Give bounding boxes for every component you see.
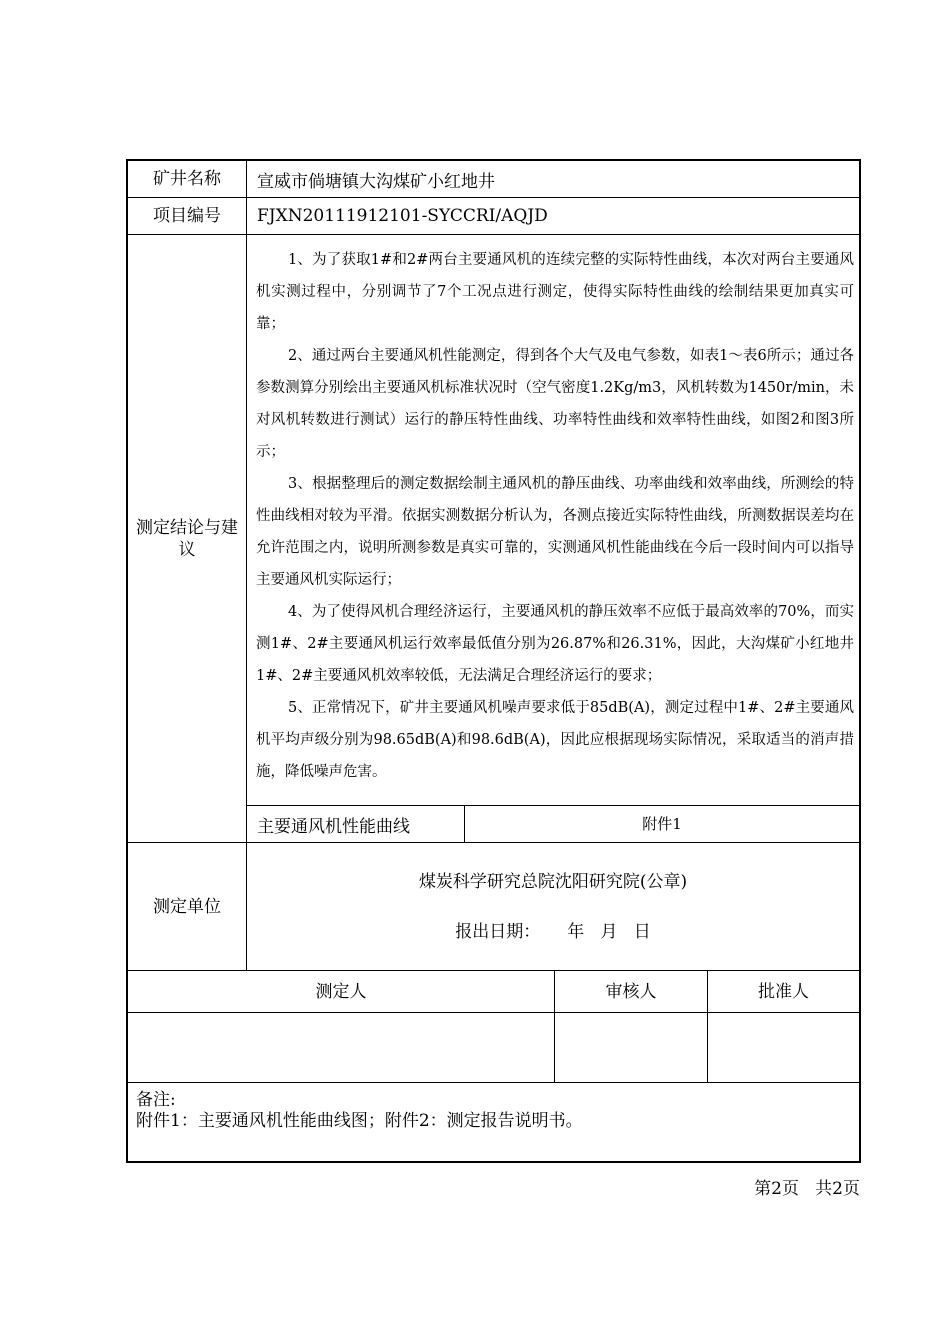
curve-label: 主要通风机性能曲线 (257, 816, 410, 837)
approved-by-signature (708, 1013, 859, 1082)
conclusion-paragraph-5: 5、正常情况下，矿井主要通风机噪声要求低于85dB(A)，测定过程中1#、2#主要通风机平均声级分别为98.65dB(A)和98.6dB(A)，因此应根据现场实际情况，采取适当的消声措施，降低噪声危害。 (256, 700, 854, 780)
report-date: 报出日期： 年 月 日 (455, 922, 651, 942)
measured-by-label: 测定人 (315, 981, 367, 1002)
conclusion-paragraph-4: 4、为了使得风机合理经济运行，主要通风机的静压效率不应低于最高效率的70%，而实测1#、2#主要通风机运行效率最低值分别为26.87%和26.31%，因此，大沟煤矿小红地井1#、2#主要通风机效率较低，无法满足合理经济运行的要求； (256, 604, 854, 684)
approved-by-label: 批准人 (758, 981, 809, 1002)
remarks-text: 附件1：主要通风机性能曲线图；附件2：测定报告说明书。 (136, 1111, 583, 1131)
project-no-label: 项目编号 (153, 206, 221, 226)
reviewed-by-signature (555, 1013, 707, 1082)
measured-by-signature (128, 1013, 554, 1082)
mine-name-label: 矿井名称 (153, 169, 221, 189)
remarks-label: 备注: (136, 1090, 176, 1110)
page-number: 第2页 共2页 (754, 1179, 860, 1199)
unit-label: 测定单位 (153, 896, 221, 917)
project-no-value: FJXN20111912101-SYCCRI/AQJD (257, 206, 548, 226)
curve-attachment: 附件1 (642, 815, 682, 833)
conclusion-paragraph-1: 1、为了获取1#和2#两台主要通风机的连续完整的实际特性曲线，本次对两台主要通风机实测过程中，分别调节了7个工况点进行测定，使得实际特性曲线的绘制结果更加真实可靠； (256, 252, 854, 332)
row-divider (128, 1082, 859, 1083)
reviewed-by-label: 审核人 (605, 981, 657, 1002)
unit-org: 煤炭科学研究总院沈阳研究院(公章) (418, 872, 688, 892)
mine-name-value: 宣威市倘塘镇大沟煤矿小红地井 (257, 171, 495, 192)
conclusion-label: 测定结论与建议 (136, 517, 238, 560)
conclusion-text (256, 244, 854, 788)
conclusion-paragraph-3: 3、根据整理后的测定数据绘制主通风机的静压曲线、功率曲线和效率曲线，所测绘的特性曲线相对较为平滑。依据实测数据分析认为，各测点接近实际特性曲线，所测数据误差均在允许范围之内，说明所测参数是真实可靠的，实测通风机性能曲线在今后一段时间内可以指导主要通风机实际运行； (256, 476, 854, 588)
column-divider (246, 161, 247, 970)
conclusion-paragraph-2: 2、通过两台主要通风机性能测定，得到各个大气及电气参数，如表1～表6所示；通过各参数测算分别绘出主要通风机标准状况时（空气密度1.2Kg/m3，风机转数为1450r/min，未对风机转数进行测试）运行的静压特性曲线、功率特性曲线和效率特性曲线，如图2和图3所示； (256, 348, 854, 460)
